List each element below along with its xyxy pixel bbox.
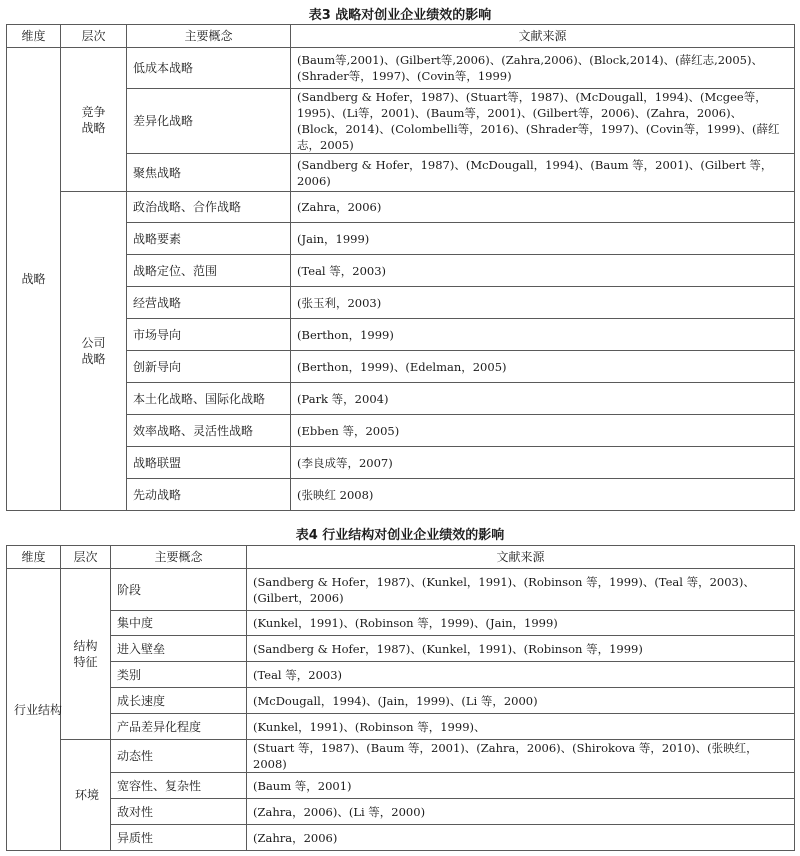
concept-cell: 聚焦战略 — [127, 154, 291, 192]
header-level: 层次 — [61, 25, 127, 48]
source-cell: (Sandberg & Hofer，1987)、(Stuart等，1987)、(McDougall，1994)、(Mcgee等，1995)、(Li等，2001)、(Baum等，2001)、(Gilbert等，2006)、(Zahra，2006)、(Block，2014)、(Colombelli等，2016)、(Shrader等，1997)、(Covin等，1999)、(薛红志，2005) — [291, 89, 795, 154]
table3-header-row — [7, 25, 795, 48]
level-label: 结构特征 — [73, 639, 98, 669]
table-row — [7, 662, 795, 688]
level-cell — [61, 48, 127, 192]
level-label: 环境 — [74, 788, 99, 802]
level-label: 竞争战略 — [81, 104, 106, 135]
header-concept: 主要概念 — [111, 546, 247, 569]
concept-cell: 异质性 — [111, 825, 247, 851]
concept-cell: 敌对性 — [111, 799, 247, 825]
header-dimension: 维度 — [7, 546, 61, 569]
level-cell — [61, 192, 127, 511]
source-cell: (Baum 等，2001) — [247, 773, 795, 799]
table-row — [7, 569, 795, 611]
header-dimension: 维度 — [7, 25, 61, 48]
source-cell: (Teal 等，2003) — [247, 662, 795, 688]
source-cell: (Berthon，1999)、(Edelman，2005) — [291, 351, 795, 383]
source-cell: (Stuart 等，1987)、(Baum 等，2001)、(Zahra，2006)、(Shirokova 等，2010)、(张映红，2008) — [247, 740, 795, 773]
concept-cell: 差异化战略 — [127, 89, 291, 154]
table4-caption: 表4 行业结构对创业企业绩效的影响 — [295, 528, 505, 543]
source-cell: (张玉利，2003) — [291, 287, 795, 319]
table-row — [7, 192, 795, 223]
table3-caption: 表3 战略对创业企业绩效的影响 — [308, 8, 492, 23]
table-row — [7, 799, 795, 825]
dimension-label: 行业结构 — [13, 702, 62, 717]
table-row — [7, 714, 795, 740]
header-source: 文献来源 — [291, 25, 795, 48]
source-cell: (Sandberg & Hofer，1987)、(Kunkel，1991)、(Robinson 等，1999) — [247, 636, 795, 662]
source-cell: (Jain，1999) — [291, 223, 795, 255]
table-row — [7, 773, 795, 799]
source-cell: (McDougall，1994)、(Jain，1999)、(Li 等，2000) — [247, 688, 795, 714]
concept-cell: 产品差异化程度 — [111, 714, 247, 740]
dimension-label: 战略 — [21, 272, 46, 286]
source-cell: (Teal 等，2003) — [291, 255, 795, 287]
header-concept: 主要概念 — [127, 25, 291, 48]
source-cell: (Sandberg & Hofer，1987)、(Kunkel，1991)、(Robinson 等，1999)、(Teal 等，2003)、(Gilbert，2006) — [247, 569, 795, 611]
concept-cell: 战略要素 — [127, 223, 291, 255]
table4 — [6, 545, 795, 851]
level-cell — [61, 740, 111, 851]
header-source: 文献来源 — [247, 546, 795, 569]
source-cell: (Berthon，1999) — [291, 319, 795, 351]
table-row — [7, 48, 795, 89]
concept-cell: 政治战略、合作战略 — [127, 192, 291, 223]
table-row — [7, 611, 795, 636]
table-row — [7, 688, 795, 714]
table-row — [7, 825, 795, 851]
concept-cell: 创新导向 — [127, 351, 291, 383]
concept-cell: 阶段 — [111, 569, 247, 611]
concept-cell: 效率战略、灵活性战略 — [127, 415, 291, 447]
source-cell: (Kunkel，1991)、(Robinson 等，1999)、(Jain，1999) — [247, 611, 795, 636]
concept-cell: 本土化战略、国际化战略 — [127, 383, 291, 415]
concept-cell: 战略定位、范围 — [127, 255, 291, 287]
concept-cell: 成长速度 — [111, 688, 247, 714]
concept-cell: 宽容性、复杂性 — [111, 773, 247, 799]
source-cell: (Ebben 等，2005) — [291, 415, 795, 447]
source-cell: (Zahra，2006) — [247, 825, 795, 851]
concept-cell: 战略联盟 — [127, 447, 291, 479]
source-cell: (Zahra，2006)、(Li 等，2000) — [247, 799, 795, 825]
table3 — [6, 24, 795, 511]
source-cell: (Sandberg & Hofer，1987)、(McDougall，1994)、(Baum 等，2001)、(Gilbert 等，2006) — [291, 154, 795, 192]
header-level: 层次 — [61, 546, 111, 569]
source-cell: (张映红 2008) — [291, 479, 795, 511]
concept-cell: 进入壁垒 — [111, 636, 247, 662]
dimension-cell — [7, 48, 61, 511]
table-row — [7, 636, 795, 662]
concept-cell: 经营战略 — [127, 287, 291, 319]
concept-cell: 市场导向 — [127, 319, 291, 351]
source-cell: (李良成等，2007) — [291, 447, 795, 479]
source-cell: (Park 等，2004) — [291, 383, 795, 415]
source-cell: (Baum等,2001)、(Gilbert等,2006)、(Zahra,2006)、(Block,2014)、(薛红志,2005)、(Shrader等，1997)、(Covin等，1999) — [291, 48, 795, 89]
concept-cell: 集中度 — [111, 611, 247, 636]
concept-cell: 动态性 — [111, 740, 247, 773]
level-cell — [61, 569, 111, 740]
source-cell: (Kunkel，1991)、(Robinson 等，1999)、 — [247, 714, 795, 740]
table4-header-row — [7, 546, 795, 569]
level-label: 公司战略 — [81, 336, 106, 366]
table-row — [7, 740, 795, 773]
source-cell: (Zahra，2006) — [291, 192, 795, 223]
concept-cell: 先动战略 — [127, 479, 291, 511]
dimension-cell — [7, 569, 61, 851]
concept-cell: 类别 — [111, 662, 247, 688]
concept-cell: 低成本战略 — [127, 48, 291, 89]
